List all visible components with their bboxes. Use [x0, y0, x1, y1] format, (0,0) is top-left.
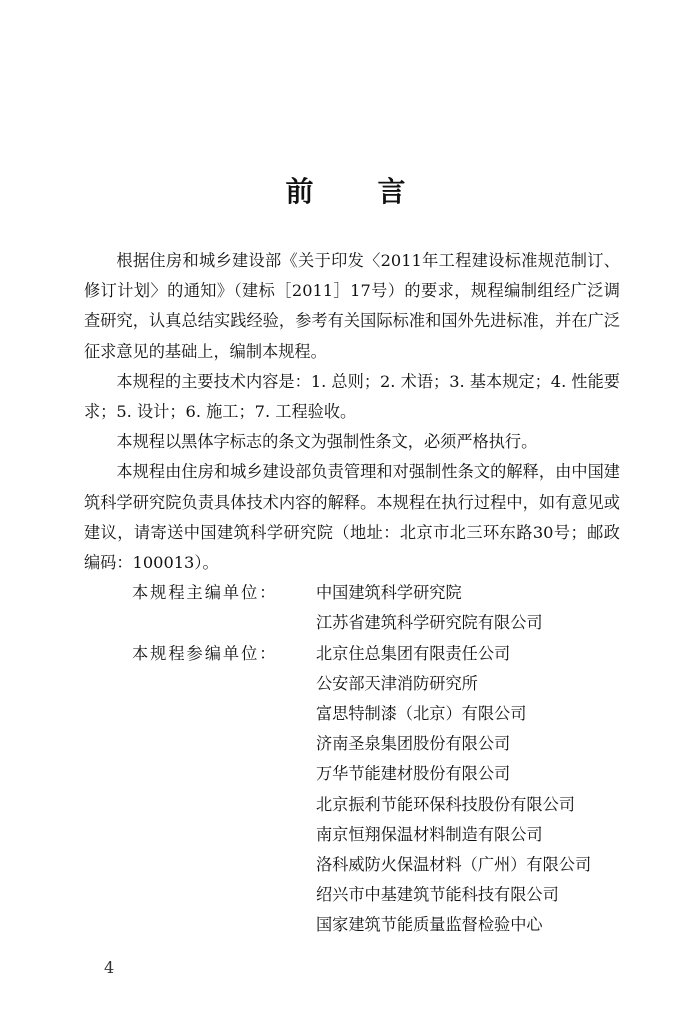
paragraph-mandatory: 本规程以黑体字标志的条文为强制性条文，必须严格执行。	[116, 432, 538, 452]
page-number: 4	[104, 958, 115, 977]
participating-units-label: 本规程参编单位：	[132, 643, 278, 663]
participating-unit-item: 北京振利节能环保科技股份有限公司	[316, 794, 575, 814]
page-title	[0, 170, 693, 210]
participating-unit-item: 洛科威防火保温材料（广州）有限公司	[316, 855, 592, 875]
participating-units-block	[84, 639, 620, 941]
paragraph-contents: 本规程的主要技术内容是：1. 总则；2. 术语；3. 基本规定；4. 性能要求；5. 设计；6. 施工；7. 工程验收。	[84, 371, 620, 422]
participating-unit-item: 北京住总集团有限责任公司	[316, 643, 511, 663]
chief-unit-item: 中国建筑科学研究院	[316, 583, 462, 603]
chief-units-block	[84, 578, 620, 638]
title-char-2: 言	[377, 175, 408, 208]
participating-unit-item: 国家建筑节能质量监督检验中心	[316, 915, 543, 935]
document-body	[84, 246, 620, 941]
participating-unit-item: 南京恒翔保温材料制造有限公司	[316, 824, 543, 844]
paragraph-intro: 根据住房和城乡建设部《关于印发〈2011年工程建设标准规范制订、修订计划〉的通知》（建标［2011］17号）的要求，规程编制组经广泛调查研究，认真总结实践经验，参考有关国际标准和国外先进标准，并在广泛征求意见的基础上，编制本规程。	[84, 251, 620, 361]
participating-unit-item: 济南圣泉集团股份有限公司	[316, 734, 511, 754]
participating-unit-item: 富思特制漆（北京）有限公司	[316, 704, 527, 724]
participating-units-list	[316, 639, 620, 941]
participating-unit-item: 万华节能建材股份有限公司	[316, 764, 511, 784]
chief-unit-item: 江苏省建筑科学研究院有限公司	[316, 613, 543, 633]
paragraph-management: 本规程由住房和城乡建设部负责管理和对强制性条文的解释，由中国建筑科学研究院负责具体技术内容的解释。本规程在执行过程中，如有意见或建议，请寄送中国建筑科学研究院（地址：北京市北三环东路30号；邮政编码：100013）。	[84, 462, 620, 573]
title-char-1: 前	[285, 175, 316, 208]
chief-units-list	[316, 578, 620, 638]
participating-unit-item: 公安部天津消防研究所	[316, 673, 478, 693]
chief-units-label: 本规程主编单位：	[132, 583, 278, 603]
participating-unit-item: 绍兴市中基建筑节能科技有限公司	[316, 885, 559, 905]
